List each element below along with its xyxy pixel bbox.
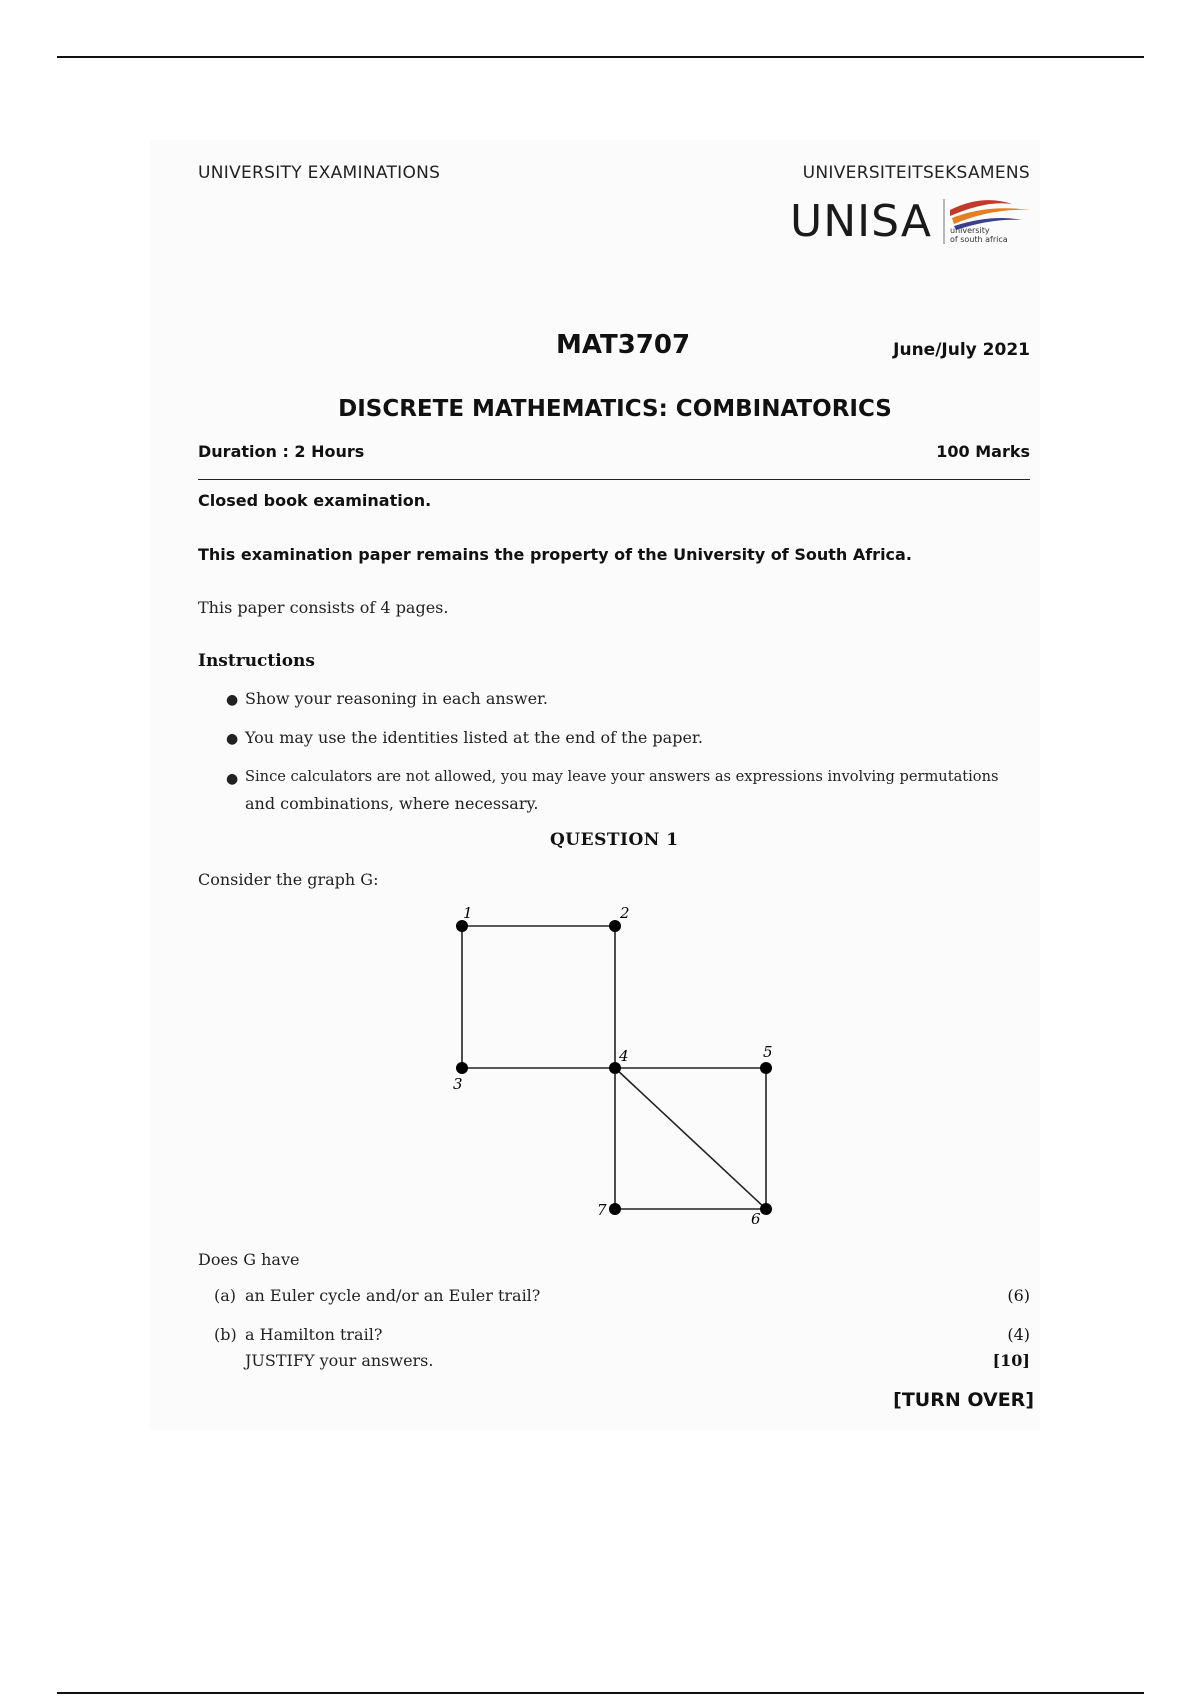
course-code: MAT3707 [556, 330, 691, 360]
bottom-rule [57, 1692, 1144, 1694]
instruction-item: ● [226, 731, 239, 747]
vertex-label-2: 2 [620, 904, 630, 922]
edge-4-6 [615, 1068, 766, 1209]
graph-figure [440, 900, 800, 1230]
vertex-3 [456, 1062, 468, 1074]
instruction-text-3-cont: and combinations, where necessary. [245, 794, 539, 813]
exam-title: DISCRETE MATHEMATICS: COMBINATORICS [338, 396, 892, 422]
part-a-label: (a) [214, 1286, 237, 1305]
logo-sub-2: of south africa [950, 235, 1008, 244]
instruction-text-3: Since calculators are not allowed, you may leave your answers as expressions involving permutations [245, 768, 999, 785]
total-marks: 100 Marks [936, 442, 1030, 461]
top-rule [57, 56, 1144, 58]
part-b-label: (b) [214, 1325, 237, 1344]
instruction-item: ● [226, 692, 239, 708]
part-b-text: a Hamilton trail? [245, 1325, 383, 1344]
vertex-label-4: 4 [619, 1047, 629, 1065]
vertex-5 [760, 1062, 772, 1074]
vertex-label-7: 7 [597, 1201, 607, 1219]
logo-word: UNISA [790, 196, 932, 247]
pages-note: This paper consists of 4 pages. [198, 598, 449, 617]
part-b-marks: (4) [1007, 1325, 1030, 1344]
instruction-text-2: You may use the identities listed at the end of the paper. [245, 728, 703, 747]
part-a-marks: (6) [1007, 1286, 1030, 1305]
vertex-label-1: 1 [463, 904, 473, 922]
vertex-label-5: 5 [763, 1043, 773, 1061]
closed-book-note: Closed book examination. [198, 491, 432, 510]
question-heading: QUESTION 1 [550, 830, 679, 850]
vertex-label-3: 3 [453, 1075, 463, 1093]
instructions-heading: Instructions [198, 651, 315, 671]
vertex-6 [760, 1203, 772, 1215]
logo-sub-1: university [950, 226, 990, 235]
duration: Duration : 2 Hours [198, 442, 365, 461]
question-intro: Consider the graph G: [198, 870, 379, 889]
part-a-text: an Euler cycle and/or an Euler trail? [245, 1286, 541, 1305]
turn-over: [TURN OVER] [893, 1389, 1034, 1411]
instruction-item: ● [226, 771, 239, 787]
header-left: UNIVERSITY EXAMINATIONS [198, 163, 441, 183]
question-does: Does G have [198, 1250, 300, 1269]
instruction-text-1: Show your reasoning in each answer. [245, 689, 549, 708]
title-divider [198, 479, 1030, 480]
vertex-7 [609, 1203, 621, 1215]
header-right: UNIVERSITEITSEKSAMENS [802, 163, 1030, 183]
vertex-label-6: 6 [751, 1210, 761, 1228]
unisa-logo [790, 196, 1030, 252]
property-note: This examination paper remains the property of the University of South Africa. [198, 545, 912, 564]
question-total: [10] [992, 1351, 1030, 1370]
justify-note: JUSTIFY your answers. [245, 1351, 434, 1370]
exam-date: June/July 2021 [893, 340, 1030, 360]
